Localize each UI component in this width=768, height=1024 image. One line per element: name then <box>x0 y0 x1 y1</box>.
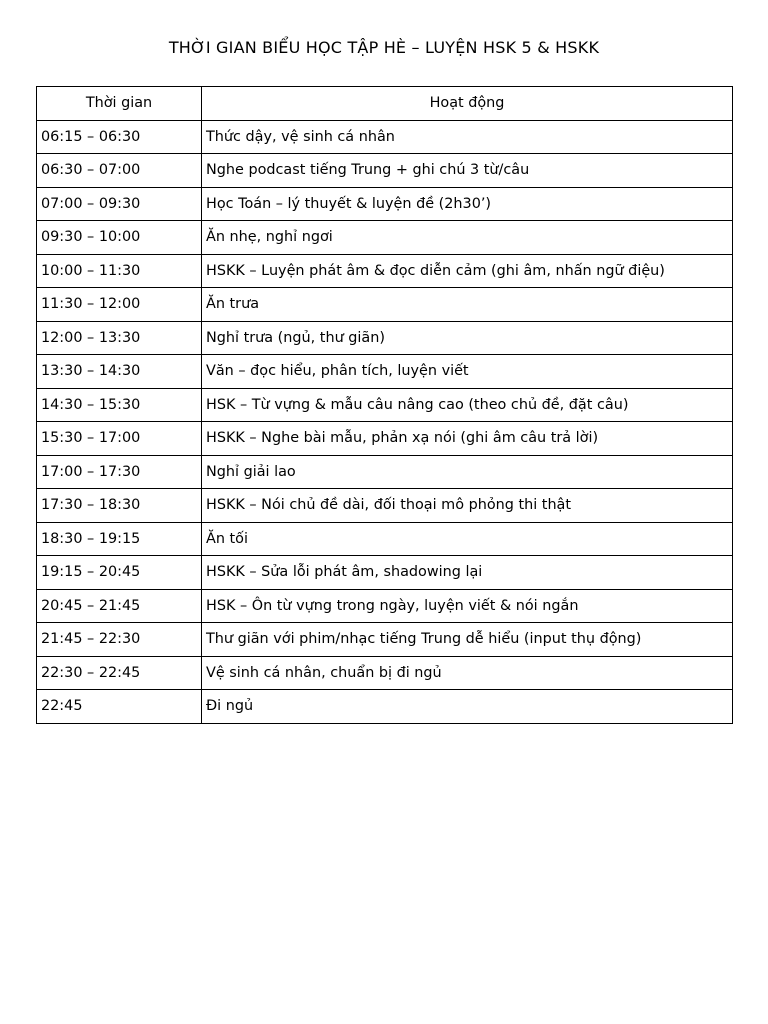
time-cell: 15:30 – 17:00 <box>37 422 202 456</box>
schedule-table <box>36 86 733 724</box>
time-cell: 10:00 – 11:30 <box>37 254 202 288</box>
table-row <box>37 154 733 188</box>
activity-cell: Ăn nhẹ, nghỉ ngơi <box>202 221 733 255</box>
table-row <box>37 556 733 590</box>
activity-cell: Ăn tối <box>202 522 733 556</box>
time-cell: 06:15 – 06:30 <box>37 120 202 154</box>
time-cell: 19:15 – 20:45 <box>37 556 202 590</box>
activity-cell: HSKK – Nghe bài mẫu, phản xạ nói (ghi âm câu trả lời) <box>202 422 733 456</box>
table-row <box>37 388 733 422</box>
table-row <box>37 187 733 221</box>
table-row <box>37 355 733 389</box>
table-row <box>37 589 733 623</box>
activity-cell: Đi ngủ <box>202 690 733 724</box>
time-cell: 18:30 – 19:15 <box>37 522 202 556</box>
activity-cell: Nghỉ giải lao <box>202 455 733 489</box>
table-row <box>37 690 733 724</box>
time-cell: 20:45 – 21:45 <box>37 589 202 623</box>
activity-cell: Vệ sinh cá nhân, chuẩn bị đi ngủ <box>202 656 733 690</box>
table-row <box>37 288 733 322</box>
activity-cell: HSKK – Nói chủ đề dài, đối thoại mô phỏng thi thật <box>202 489 733 523</box>
activity-cell: Nghe podcast tiếng Trung + ghi chú 3 từ/câu <box>202 154 733 188</box>
time-cell: 22:30 – 22:45 <box>37 656 202 690</box>
activity-cell: Học Toán – lý thuyết & luyện đề (2h30’) <box>202 187 733 221</box>
time-cell: 09:30 – 10:00 <box>37 221 202 255</box>
header-activity: Hoạt động <box>202 87 733 121</box>
table-row <box>37 321 733 355</box>
activity-cell: HSK – Ôn từ vựng trong ngày, luyện viết & nói ngắn <box>202 589 733 623</box>
table-row <box>37 623 733 657</box>
activity-cell: HSKK – Sửa lỗi phát âm, shadowing lại <box>202 556 733 590</box>
time-cell: 07:00 – 09:30 <box>37 187 202 221</box>
time-cell: 17:00 – 17:30 <box>37 455 202 489</box>
activity-cell: Ăn trưa <box>202 288 733 322</box>
activity-cell: Văn – đọc hiểu, phân tích, luyện viết <box>202 355 733 389</box>
table-row <box>37 221 733 255</box>
table-row <box>37 120 733 154</box>
table-row <box>37 422 733 456</box>
time-cell: 12:00 – 13:30 <box>37 321 202 355</box>
activity-cell: Thức dậy, vệ sinh cá nhân <box>202 120 733 154</box>
activity-cell: HSKK – Luyện phát âm & đọc diễn cảm (ghi âm, nhấn ngữ điệu) <box>202 254 733 288</box>
table-row <box>37 656 733 690</box>
header-time: Thời gian <box>37 87 202 121</box>
time-cell: 11:30 – 12:00 <box>37 288 202 322</box>
document-title: THỜI GIAN BIỂU HỌC TẬP HÈ – LUYỆN HSK 5 & HSKK <box>168 38 600 57</box>
activity-cell: Nghỉ trưa (ngủ, thư giãn) <box>202 321 733 355</box>
table-row <box>37 522 733 556</box>
table-header-row <box>37 87 733 121</box>
schedule-body <box>37 120 733 723</box>
time-cell: 22:45 <box>37 690 202 724</box>
time-cell: 17:30 – 18:30 <box>37 489 202 523</box>
time-cell: 21:45 – 22:30 <box>37 623 202 657</box>
time-cell: 06:30 – 07:00 <box>37 154 202 188</box>
table-row <box>37 254 733 288</box>
table-row <box>37 489 733 523</box>
table-row <box>37 455 733 489</box>
activity-cell: HSK – Từ vựng & mẫu câu nâng cao (theo chủ đề, đặt câu) <box>202 388 733 422</box>
time-cell: 13:30 – 14:30 <box>37 355 202 389</box>
time-cell: 14:30 – 15:30 <box>37 388 202 422</box>
activity-cell: Thư giãn với phim/nhạc tiếng Trung dễ hiểu (input thụ động) <box>202 623 733 657</box>
